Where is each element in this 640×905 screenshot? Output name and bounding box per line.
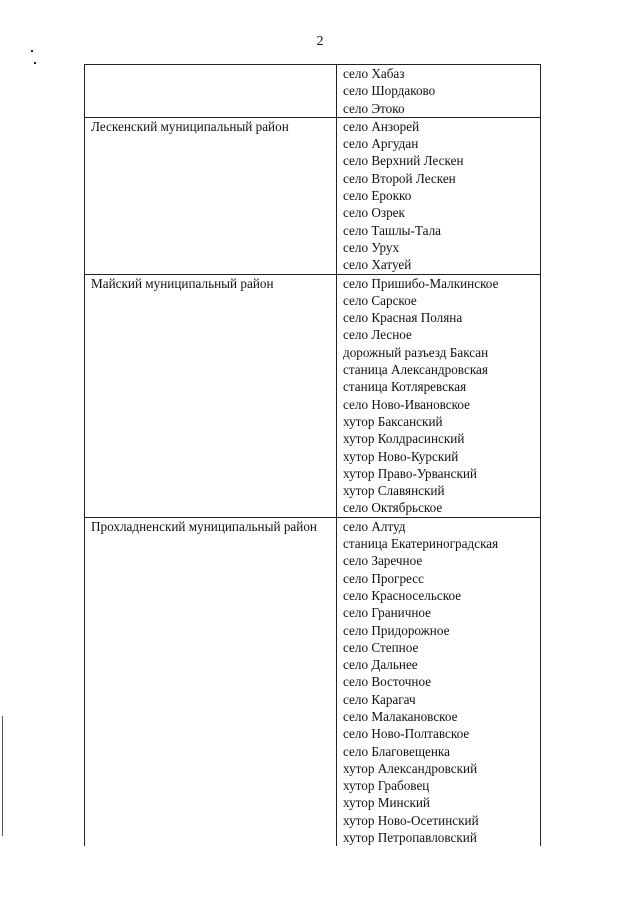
settlement-item: село Придорожное [343, 622, 450, 638]
scan-mark [2, 716, 3, 836]
settlement-item: хутор Ново-Курский [343, 448, 459, 464]
settlement-item: станица Александровская [343, 362, 488, 378]
settlement-item: село Степное [343, 639, 419, 655]
settlement-item: село Карагач [343, 691, 416, 707]
settlement-item: село Заречное [343, 553, 423, 569]
settlement-item: село Граничное [343, 605, 431, 621]
settlement-item: село Урух [343, 239, 400, 255]
settlement-item: хутор Грабовец [343, 778, 430, 794]
district-cell [85, 65, 337, 118]
settlement-item: хутор Право-Урванский [343, 465, 477, 481]
settlement-item: хутор Петропавловский [343, 830, 477, 846]
settlements-cell [337, 117, 541, 274]
scan-mark [31, 50, 33, 52]
settlement-item: село Ново-Полтавское [343, 726, 470, 742]
settlement-item: село Прогресс [343, 570, 424, 586]
settlement-item: село Благовещенка [343, 743, 450, 759]
settlements-table [84, 64, 541, 846]
settlement-item: хутор Баксанский [343, 413, 443, 429]
settlement-item: станица Котляревская [343, 379, 467, 395]
scan-mark [34, 62, 36, 64]
settlement-item: село Озрек [343, 205, 405, 221]
settlement-item: село Дальнее [343, 657, 418, 673]
settlement-item: село Красная Поляна [343, 310, 463, 326]
settlement-item: дорожный разъезд Баксан [343, 344, 489, 360]
settlement-item: село Верхний Лескен [343, 153, 464, 169]
page-number: 2 [316, 34, 324, 49]
settlement-item: хутор Минский [343, 795, 430, 811]
settlement-item: село Октябрьское [343, 500, 443, 516]
settlement-item: село Хабаз [343, 66, 405, 81]
settlement-item: село Малакановское [343, 708, 458, 724]
settlement-item: село Красносельское [343, 587, 462, 603]
settlement-item: село Пришибо-Малкинское [343, 275, 499, 291]
table-row [85, 274, 541, 517]
settlement-item: хутор Колдрасинский [343, 431, 465, 447]
settlement-item: село Алтуд [343, 518, 406, 534]
table-row [85, 117, 541, 274]
settlement-item: село Аргудан [343, 136, 419, 152]
settlement-item: село Ерокко [343, 188, 412, 204]
settlement-item: село Восточное [343, 674, 432, 690]
district-cell: Лескенский муниципальный район [85, 117, 337, 274]
settlements-cell [337, 517, 541, 846]
settlement-item: село Ново-Ивановское [343, 396, 471, 412]
settlement-item: село Сарское [343, 292, 417, 308]
settlement-item: село Ташлы-Тала [343, 222, 442, 238]
settlement-item: хутор Ново-Осетинский [343, 812, 479, 828]
settlement-item: хутор Славянский [343, 483, 445, 499]
settlement-item: село Второй Лескен [343, 170, 456, 186]
district-cell: Прохладненский муниципальный район [85, 517, 337, 846]
table-row [85, 65, 541, 118]
settlement-item: село Анзорей [343, 118, 420, 134]
district-cell: Майский муниципальный район [85, 274, 337, 517]
settlement-item: станица Екатериноградская [343, 536, 499, 552]
settlement-item: село Лесное [343, 327, 412, 343]
settlements-cell [337, 274, 541, 517]
settlements-cell [337, 65, 541, 118]
settlement-item: село Этоко [343, 100, 405, 116]
settlement-item: село Хатуей [343, 257, 412, 273]
table-row [85, 517, 541, 846]
settlement-item: хутор Александровский [343, 760, 478, 776]
settlement-item: село Шордаково [343, 83, 436, 99]
